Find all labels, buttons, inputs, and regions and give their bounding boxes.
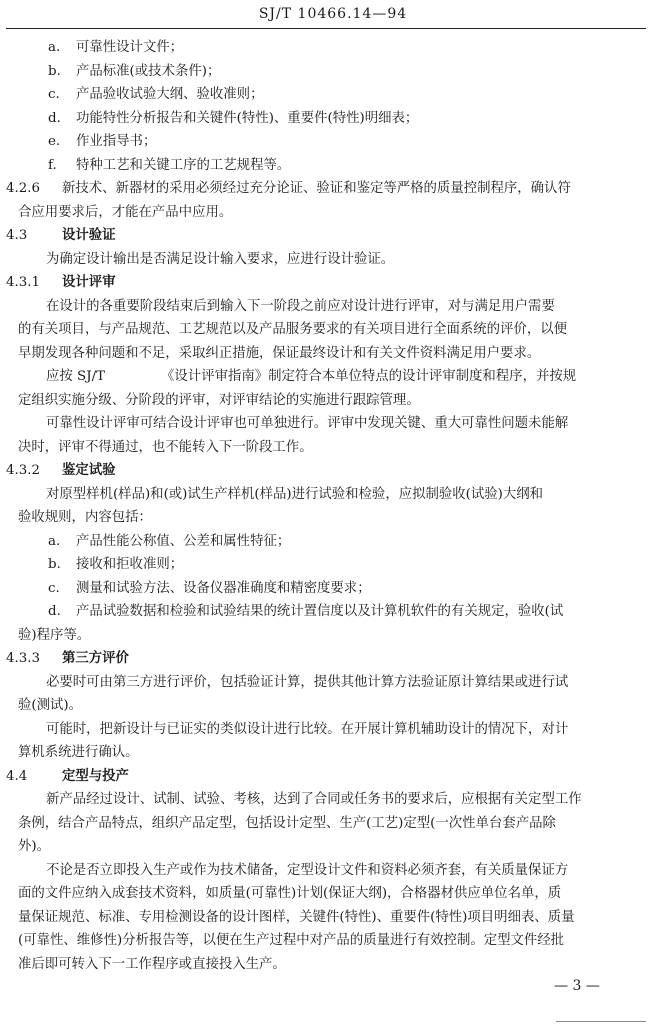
- list-text: 作业指导书；: [76, 134, 157, 149]
- paragraph-line: 准后即可转入下一工作程序或直接投入生产。: [18, 956, 286, 972]
- header-rule: [6, 28, 646, 29]
- list-text: 产品性能公称值、公差和属性特征；: [76, 533, 291, 549]
- list-text: 产品标准(或技术条件)；: [76, 63, 221, 79]
- document-body: [0, 36, 666, 976]
- paragraph-line: 为确定设计输出是否满足设计输入要求，应进行设计验证。: [46, 251, 395, 267]
- list-item: [0, 83, 666, 107]
- list-label: b.: [48, 63, 61, 79]
- list-label: c.: [48, 580, 60, 596]
- paragraph-line: 可靠性设计评审可结合设计评审也可单独进行。评审中发现关键、重大可靠性问题未能解: [46, 416, 569, 431]
- paragraph-line: 面的文件应纳入成套技术资料，如质量(可靠性)计划(保证大纲)，合格器材供应单位名单，质: [18, 886, 562, 901]
- section-number: 4.3.1: [6, 275, 41, 290]
- paragraph-line: 验(测试)。: [18, 698, 83, 713]
- section-title: 第三方评价: [62, 650, 129, 666]
- section-number: 4.4: [6, 768, 28, 784]
- paragraph-line: 的有关项目，与产品规范、工艺规范以及产品服务要求的有关项目进行全面系统的评价，以便: [18, 322, 568, 337]
- paragraph-line: 验)程序等。: [18, 627, 91, 643]
- paragraph-line: 早期发现各种问题和不足，采取纠正措施，保证最终设计和有关文件资料满足用户要求。: [18, 345, 541, 361]
- paragraph-line: 对原型样机(样品)和(或)试生产样机(样品)进行试验和检验，应拟制验收(试验)大纲和: [46, 486, 544, 502]
- section-number: 4.3: [6, 228, 28, 243]
- section-number: 4.3.2: [6, 463, 41, 478]
- section-heading-4-3-3: [0, 647, 666, 671]
- section-number: 4.3.3: [6, 651, 41, 666]
- paragraph-line: 决时，评审不得通过，也不能转入下一阶段工作。: [18, 439, 313, 455]
- list-label: b.: [48, 557, 61, 572]
- paragraph-line: 外)。: [18, 839, 51, 854]
- list-text: 测量和试验方法、设备仪器准确度和精密度要求；: [76, 580, 371, 596]
- standard-reference: 应按 SJ/T: [46, 369, 106, 384]
- page-number: — 3 —: [554, 978, 600, 994]
- list-item: [0, 60, 666, 84]
- list-label: f.: [48, 157, 57, 173]
- list-item: [0, 553, 666, 577]
- paragraph-line: (可靠性、维修性)分析报告等，以便在生产过程中对产品的质量进行有效控制。定型文件经批: [18, 933, 565, 948]
- paragraph-line: 新产品经过设计、试制、试验、考核，达到了合同或任务书的要求后，应根据有关定型工作: [46, 792, 582, 807]
- section-heading-4-3: [0, 224, 666, 248]
- paragraph-text: 《设计评审指南》制定符合本单位特点的设计评审制度和程序，并按规: [161, 369, 577, 384]
- section-4-2-6: [0, 177, 666, 201]
- section-title: 鉴定试验: [62, 462, 116, 478]
- section-heading-4-4: [0, 765, 666, 789]
- page-header: SJ/T 10466.14—94: [258, 6, 408, 22]
- paragraph-line: 必要时可由第三方进行评价，包括验证计算，提供其他计算方法验证原计算结果或进行试: [46, 674, 569, 690]
- list-label: e.: [48, 134, 61, 149]
- list-text: 功能特性分析报告和关键件(特性)、重要件(特性)明细表；: [76, 110, 419, 126]
- paragraph-line: 合应用要求后，才能在产品中应用。: [18, 204, 233, 220]
- list-text: 可靠性设计文件；: [76, 40, 184, 55]
- paragraph-line: 量保证规范、标准、专用检测设备的设计图样，关键件(特性)、重要件(特性)项目明细表、质量: [18, 909, 575, 925]
- paragraph-line: 不论是否立即投入生产或作为技术储备，定型设计文件和资料必须齐套，有关质量保证方: [46, 862, 569, 878]
- section-heading-4-3-1: [0, 271, 666, 295]
- section-heading-4-3-2: [0, 459, 666, 483]
- list-item: [0, 600, 666, 624]
- section-number: 4.2.6: [6, 181, 41, 196]
- list-label: d.: [48, 604, 61, 619]
- paragraph-line: 定组织实施分级、分阶段的评审，对评审结论的实施进行跟踪管理。: [18, 392, 420, 408]
- list-label: a.: [48, 40, 61, 55]
- section-text: 新技术、新器材的采用必须经过充分论证、验证和鉴定等严格的质量控制程序，确认符: [62, 181, 571, 196]
- paragraph-line: [0, 365, 666, 389]
- section-title: 定型与投产: [62, 767, 129, 784]
- list-label: a.: [48, 533, 61, 549]
- paragraph-line: 条例，结合产品特点，组织产品定型，包括设计定型、生产(工艺)定型(一次性单台套产品除: [18, 815, 556, 831]
- list-item: [0, 107, 666, 131]
- list-text: 接收和拒收准则；: [76, 557, 184, 572]
- list-item: [0, 154, 666, 178]
- page-corner-rule: [556, 1007, 646, 1022]
- paragraph-line: 算机系统进行确认。: [18, 745, 139, 760]
- list-text: 特种工艺和关键工序的工艺规程等。: [76, 157, 291, 173]
- paragraph-line: 在设计的各重要阶段结束后到输入下一阶段之前应对设计进行评审，对与满足用户需要: [46, 298, 555, 314]
- list-text: 产品验收试验大纲、验收准则；: [76, 87, 264, 102]
- section-title: 设计评审: [62, 274, 116, 290]
- list-label: d.: [48, 110, 61, 126]
- list-text: 产品试验数据和检验和试验结果的统计置信度以及计算机软件的有关规定，验收(试: [76, 604, 564, 619]
- list-item: [0, 530, 666, 554]
- list-item: [0, 36, 666, 60]
- paragraph-line: 验收规则，内容包括：: [18, 510, 152, 525]
- section-title: 设计验证: [62, 227, 116, 243]
- paragraph-line: 可能时，把新设计与已证实的类似设计进行比较。在开展计算机辅助设计的情况下，对计: [46, 721, 569, 737]
- list-item: [0, 577, 666, 601]
- list-item: [0, 130, 666, 154]
- list-label: c.: [48, 87, 60, 102]
